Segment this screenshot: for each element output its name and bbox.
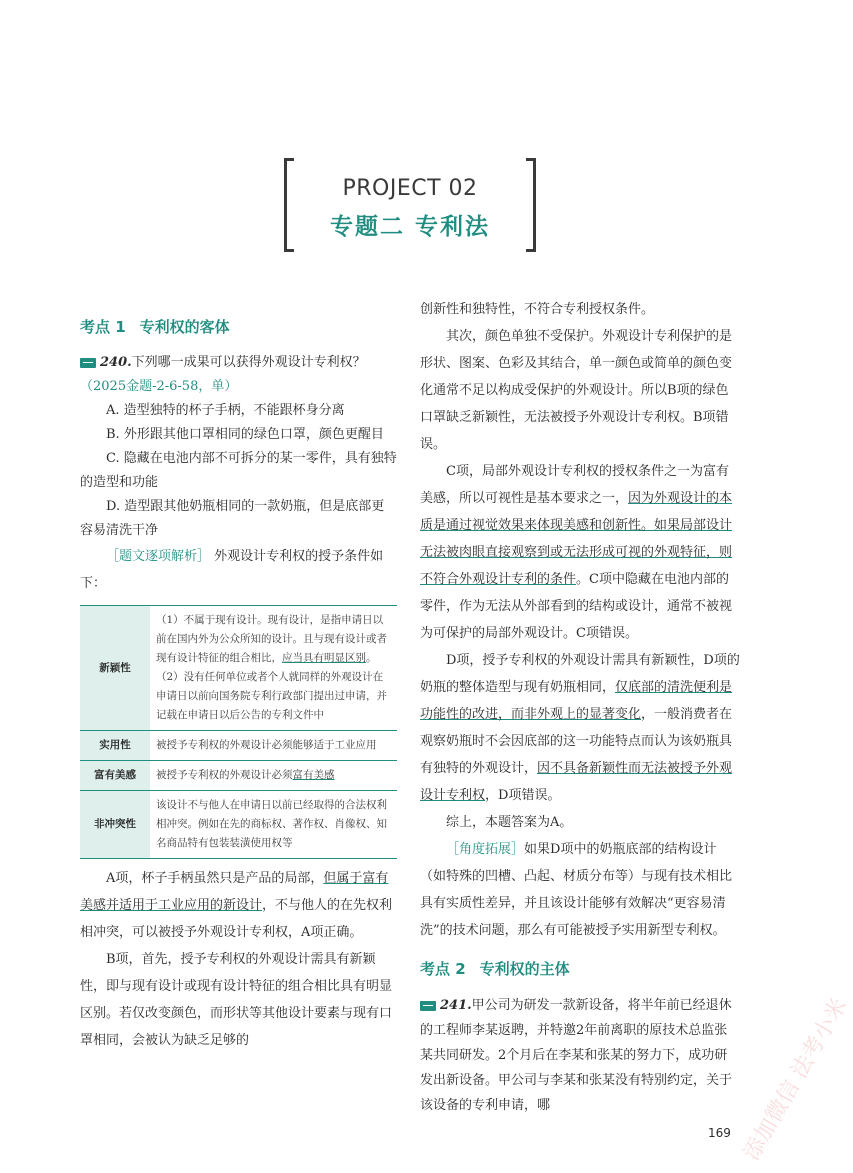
paragraph-option-b: B项，首先，授予专利权的外观设计需具有新颖性，即与现有设计或现有设计特征的组合相比具有明显区别。若仅改变颜色，而形状等其他设计要素与现有口罩相同，会被认为缺乏足够的	[80, 952, 393, 1048]
paragraph-option-d: D项，授予专利权的外观设计需具有新颖性，D项的奶瓶的整体造型与现有奶瓶相同，仅底部的清洗便利是功能性的改进，而非外观上的显著变化，一般消费者在观察奶瓶时不会因底部的这一功能特点而认为该奶瓶具有独特的外观设计，因不具备新颖性而无法被授予外观设计专利权，D项错误。	[420, 653, 740, 803]
page-number: 169	[708, 1126, 731, 1140]
row-body: 被授予专利权的外观设计必须富有美感	[150, 761, 397, 791]
question-240	[80, 351, 397, 399]
row-head: 实用性	[80, 731, 150, 761]
left-column	[80, 298, 397, 1054]
paragraph-b-2: 其次，颜色单独不受保护。外观设计专利保护的是形状、图案、色彩及其结合，单一颜色或简单的颜色变化通常不足以构成受保护的外观设计。所以B项的绿色口罩缺乏新颖性，无法被授予外观设计专利权。B项错误。	[420, 329, 733, 452]
topic-number: 考点 1	[80, 318, 126, 336]
topic-heading-2	[420, 958, 740, 979]
row-head: 富有美感	[80, 761, 150, 791]
row-head: 新颖性	[80, 606, 150, 731]
question-stem: 下列哪一成果可以获得外观设计专利权？	[131, 355, 366, 370]
table-row	[80, 606, 397, 731]
chapter-header	[284, 158, 536, 252]
topic-title: 专利权的客体	[139, 318, 230, 336]
row-head: 非冲突性	[80, 791, 150, 859]
row-body: 被授予专利权的外观设计必须能够适于工业应用	[150, 731, 397, 761]
table-row	[80, 791, 397, 859]
summary: 综上，本题答案为A。	[446, 815, 573, 830]
watermark: 添加微信 法考小米	[739, 994, 853, 1165]
paragraph-b-cont: 创新性和独特性，不符合专利授权条件。	[420, 302, 655, 317]
question-number: 240.	[100, 355, 132, 370]
paragraph-option-a: A项，杯子手柄虽然只是产品的局部，但属于富有美感并适用于工业应用的新设计，不与他人的在先权利相冲突，可以被授予外观设计专利权，A项正确。	[80, 871, 393, 940]
topic-number: 考点 2	[420, 960, 466, 978]
option-b: B. 外形跟其他口罩相同的绿色口罩，颜色更醒目	[106, 427, 384, 442]
chapter-title: 专题二 专利法	[329, 214, 490, 240]
topic-heading-1	[80, 316, 397, 337]
table-row	[80, 761, 397, 791]
row-body: （1）不属于现有设计。现有设计，是指申请日以前在国内外为公众所知的设计。且与现有设计或者现有设计特征的组合相比，应当具有明显区别。 （2）没有任何单位或者个人就同样的外观设计在申请日以前向国务院专利行政部门提出过申请，并记载在申请日以后公告的专利文件中	[150, 606, 397, 731]
project-label: PROJECT 02	[342, 176, 478, 201]
question-241	[420, 993, 740, 1118]
question-icon	[420, 1001, 436, 1011]
table-row	[80, 731, 397, 761]
right-column	[420, 296, 740, 1118]
topic-title: 专利权的主体	[479, 960, 570, 978]
question-icon	[80, 358, 96, 368]
question-number: 241.	[440, 998, 472, 1013]
angle-extension: ［角度拓展］如果D项中的奶瓶底部的结构设计（如特殊的凹槽、凸起、材质分布等）与现有技术相比具有实质性差异，并且该设计能够有效解决“更容易清洗”的技术问题，那么有可能被授予实用新型专利权。	[420, 842, 733, 938]
paragraph-option-c: C项，局部外观设计专利权的授权条件之一为富有美感，所以可视性是基本要求之一，因为外观设计的本质是通过视觉效果来体现美感和创新性。如果局部设计无法被肉眼直接观察到或无法形成可视的外观特征，则不符合外观设计专利的条件。C项中隐藏在电池内部的零件，作为无法从外部看到的结构或设计，通常不被视为可保护的局部外观设计。C项错误。	[420, 464, 733, 641]
analysis-tag: ［题文逐项解析］	[106, 549, 211, 564]
question-stem: 甲公司为研发一款新设备，将半年前已经退休的工程师李某返聘，并特邀2年前离职的原技术总监张某共同研发。2个月后在李某和张某的努力下，成功研发出新设备。甲公司与李某和张某没有特别约定，关于该设备的专利申请，哪	[420, 998, 733, 1113]
analysis-intro: ［题文逐项解析］ 外观设计专利权的授予条件如下：	[80, 549, 384, 591]
option-a: A. 造型独特的杯子手柄，不能跟杯身分离	[106, 403, 345, 418]
question-source: （2025金题-2-6-58，单）	[80, 379, 238, 394]
option-d: D. 造型跟其他奶瓶相同的一款奶瓶，但是底部更容易清洗干净	[80, 499, 385, 538]
extension-tag: ［角度拓展］	[446, 842, 525, 857]
conditions-table	[80, 605, 397, 859]
option-c: C. 隐藏在电池内部不可拆分的某一零件，具有独特的造型和功能	[80, 451, 397, 490]
row-body: 该设计不与他人在申请日以前已经取得的合法权利相冲突。例如在先的商标权、著作权、肖像权、知名商品特有包装装潢使用权等	[150, 791, 397, 859]
